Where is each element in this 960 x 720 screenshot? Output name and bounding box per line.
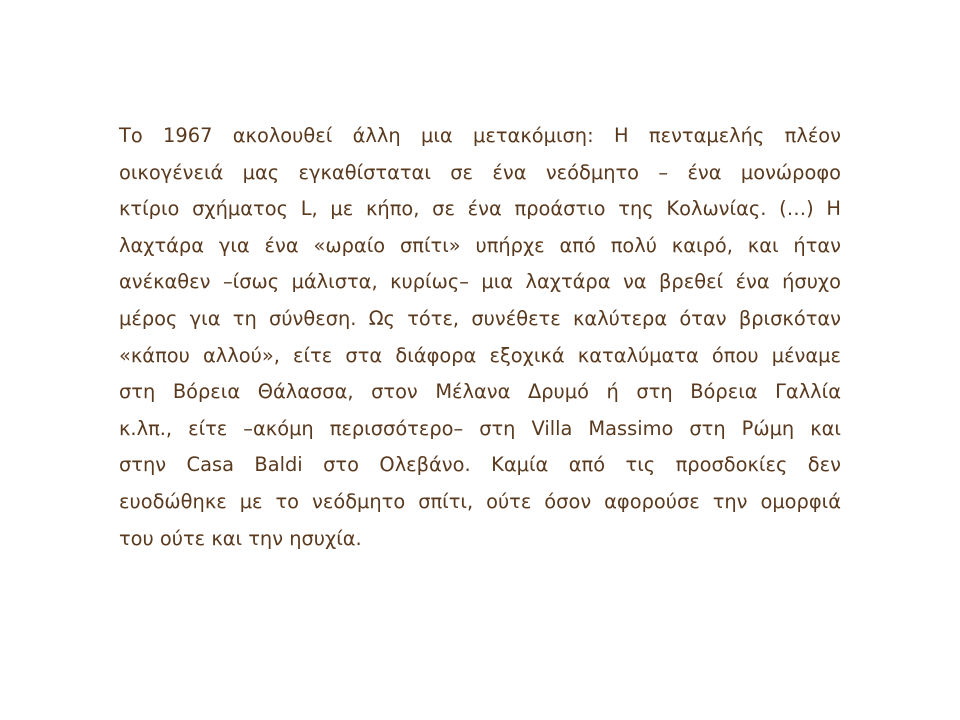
paragraph-line-9: κ.λπ., είτε –ακόμη περισσότερο– στη Villa Massimo στη Ρώμη και (119, 416, 841, 440)
paragraph-line-2: οικογένειά μας εγκαθίσταται σε ένα νεόδμητο – ένα μονώροφο (119, 160, 841, 184)
paragraph-line-3: κτίριο σχήματος L, με κήπο, σε ένα προάστιο της Κολωνίας. (…) Η (119, 197, 841, 221)
paragraph-line-4: λαχτάρα για ένα «ωραίο σπίτι» υπήρχε από πολύ καιρό, και ήταν (119, 233, 841, 257)
quote-paragraph (119, 118, 841, 557)
paragraph-line-11: ευοδώθηκε με το νεόδμητο σπίτι, ούτε όσον αφορούσε την ομορφιά (119, 489, 841, 513)
paragraph-line-1: Το 1967 ακολουθεί άλλη μια μετακόμιση: Η πενταμελής πλέον (119, 124, 841, 147)
paragraph-line-6: μέρος για τη σύνθεση. Ως τότε, συνέθετε καλύτερα όταν βρισκόταν (119, 306, 841, 330)
paragraph-line-7: «κάπου αλλού», είτε στα διάφορα εξοχικά καταλύματα όπου μέναμε (119, 343, 841, 367)
paragraph-line-8: στη Βόρεια Θάλασσα, στον Μέλανα Δρυμό ή στη Βόρεια Γαλλία (119, 380, 841, 404)
paragraph-line-5: ανέκαθεν –ίσως μάλιστα, κυρίως– μια λαχτάρα να βρεθεί ένα ήσυχο (119, 270, 841, 294)
paragraph-line-10: στην Casa Baldi στο Ολεβάνο. Καμία από τις προσδοκίες δεν (119, 453, 841, 477)
paragraph-line-12: του ούτε και την ησυχία. (119, 526, 362, 550)
